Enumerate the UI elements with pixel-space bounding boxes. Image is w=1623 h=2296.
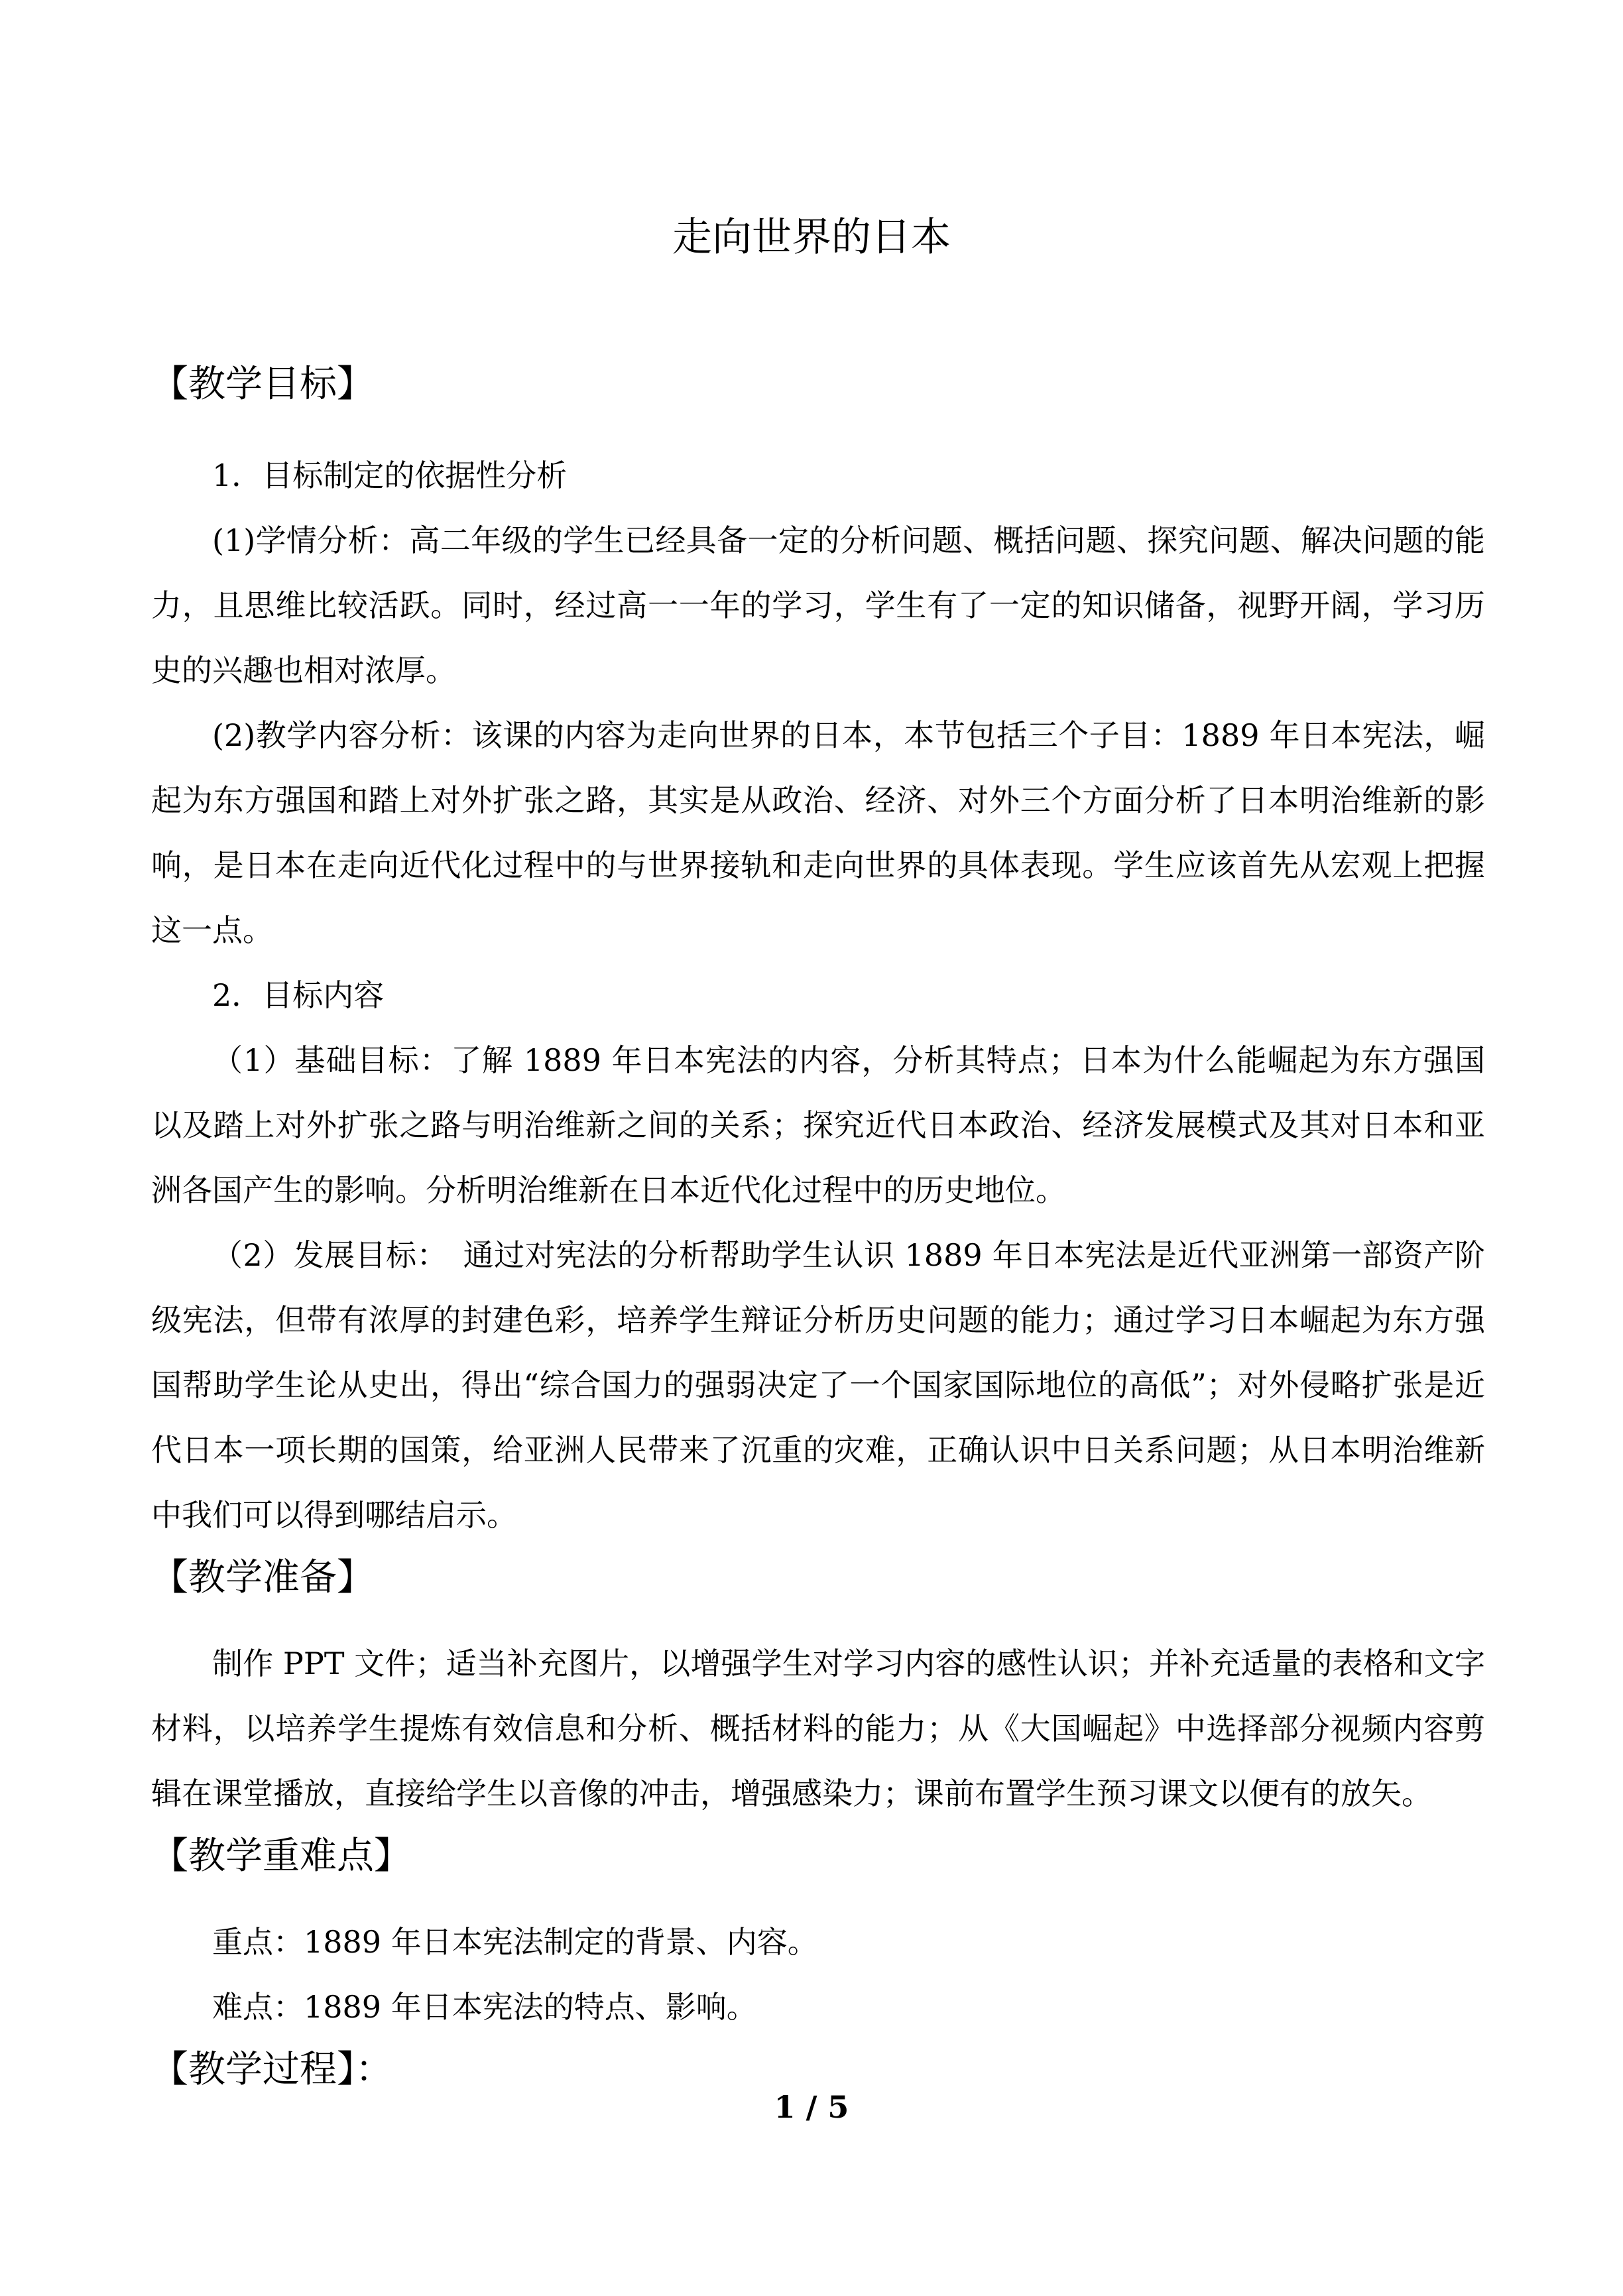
difficult-point: 难点：1889 年日本宪法的特点、影响。	[212, 1989, 757, 2025]
objectives-item1-para2: (2)教学内容分析：该课的内容为走向世界的日本，本节包括三个子目：1889 年日本宪法，崛起为东方强国和踏上对外扩张之路，其实是从政治、经济、对外三个方面分析了日本明治维新的影响，是日本在走向近代化过程中的与世界接轨和走向世界的具体表现。学生应该首先从宏观上把握这一点。	[151, 717, 1485, 948]
objectives-item2-para1: （1）基础目标：了解 1889 年日本宪法的内容，分析其特点；日本为什么能崛起为东方强国以及踏上对外扩张之路与明治维新之间的关系；探究近代日本政治、经济发展模式及其对日本和亚洲各国产生的影响。分析明治维新在日本近代化过程中的历史地位。	[151, 1042, 1485, 1208]
objectives-item1-title: 1．目标制定的依据性分析	[212, 457, 568, 493]
document-body	[151, 358, 1485, 2096]
heading-process: 【教学过程】：	[151, 2048, 392, 2091]
heading-key-points: 【教学重难点】	[151, 1835, 411, 1878]
heading-objectives: 【教学目标】	[151, 363, 374, 406]
preparation-para: 制作 PPT 文件；适当补充图片，以增强学生对学习内容的感性认识；并补充适量的表格和文字材料，以培养学生提炼有效信息和分析、概括材料的能力；从《大国崛起》中选择部分视频内容剪辑在课堂播放，直接给学生以音像的冲击，增强感染力；课前布置学生预习课文以便有的放矢。	[151, 1646, 1485, 1811]
heading-preparation: 【教学准备】	[151, 1556, 374, 1599]
objectives-item1-para1: (1)学情分析：高二年级的学生已经具备一定的分析问题、概括问题、探究问题、解决问题的能力，且思维比较活跃。同时，经过高一一年的学习，学生有了一定的知识储备，视野开阔，学习历史的兴趣也相对浓厚。	[151, 522, 1485, 688]
page-title: 走向世界的日本	[672, 214, 951, 261]
key-point: 重点：1889 年日本宪法制定的背景、内容。	[212, 1924, 818, 1960]
objectives-item2-para2: （2）发展目标： 通过对宪法的分析帮助学生认识 1889 年日本宪法是近代亚洲第一部资产阶级宪法，但带有浓厚的封建色彩，培养学生辩证分析历史问题的能力；通过学习日本崛起为东方强国帮助学生论从史出，得出“综合国力的强弱决定了一个国家国际地位的高低”；对外侵略扩张是近代日本一项长期的国策，给亚洲人民带来了沉重的灾难，正确认识中日关系问题；从日本明治维新中我们可以得到哪结启示。	[151, 1237, 1485, 1533]
objectives-item2-title: 2．目标内容	[212, 977, 385, 1013]
page-number: 1 / 5	[774, 2089, 849, 2125]
